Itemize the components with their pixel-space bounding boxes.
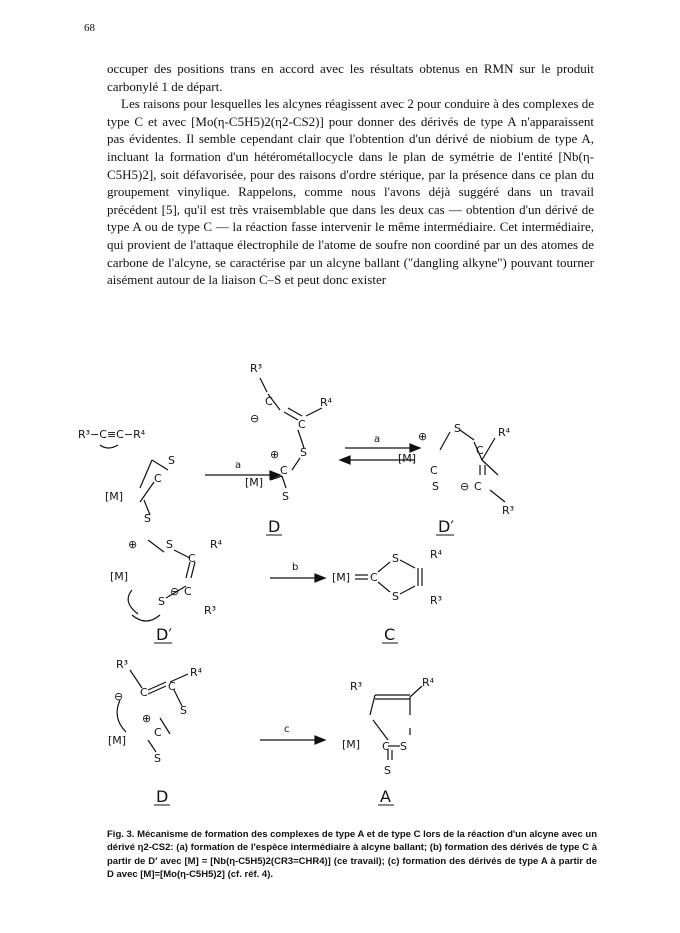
- caption-text: Fig. 3. Mécanisme de formation des complexes de type A et de type C lors de la réaction d'un alcyne avec un dérivé η2-CS2: (a) formation de l'espèce intermédiaire à alcyne ballant; (b) formation des dérivés de type C à partir de D′ avec [M] = [Nb(η-C5H5)2(CR3=CHR4)] (ce travail); (c) formation des dérivés de type A à partir de D avec [M]=[Mo(η-C5H5)2] (cf. réf. 4).: [107, 829, 597, 881]
- arrow-label-a: a: [374, 434, 381, 445]
- atom-c: C: [140, 686, 148, 699]
- r3-label: R³: [116, 658, 129, 671]
- atom-s: S: [158, 595, 165, 608]
- atom-c: C: [188, 552, 196, 565]
- atom-c: C: [382, 740, 390, 753]
- atom-c: C: [265, 395, 273, 408]
- charge-minus: ⊖: [460, 480, 470, 493]
- atom-c: C: [476, 444, 484, 457]
- r3-label: R³: [250, 362, 263, 375]
- arrow-label-b: b: [292, 562, 299, 573]
- r3-label: R³: [502, 504, 515, 517]
- atom-c: C: [154, 726, 162, 739]
- atom-s: S: [454, 422, 461, 435]
- compound-label-d: D: [268, 517, 281, 536]
- figure-caption: [107, 828, 597, 882]
- atom-c: C: [280, 464, 288, 477]
- metal-label: [M]: [108, 734, 127, 747]
- metal-label: [M]: [110, 570, 129, 583]
- arrow-label-a: a: [235, 460, 242, 471]
- charge-minus: ⊖: [114, 690, 124, 703]
- r3-label: R³: [204, 604, 217, 617]
- r4-label: R⁴: [430, 548, 443, 561]
- atom-s: S: [154, 752, 161, 765]
- arrow-label-c: c: [284, 724, 290, 735]
- paragraph-continuation: occuper des positions trans en accord avec les résultats obtenus en RMN sur le produit carbonylé 1 de départ.: [107, 61, 594, 94]
- charge-plus: ⊕: [128, 538, 138, 551]
- atom-s: S: [300, 446, 307, 459]
- charge-plus: ⊕: [270, 448, 280, 461]
- charge-minus: ⊖: [250, 412, 260, 425]
- metal-label: [M]: [342, 738, 361, 751]
- paragraph-main: Les raisons pour lesquelles les alcynes réagissent avec 2 pour conduire à des complexes de type C et avec [Mo(η-C5H5)2(η2-CS2)] pour donner des dérivés de type A n'apparaissent pas évidentes. Il semble cependant clair que l'obtention d'un dérivé de niobium de type A, incluant la formation d'un hétérométallocycle dans le plan de symétrie de l'entité [Nb(η-C5H5)2], soit défavorisée, pour des raisons d'ordre stérique, par la présence dans ce plan du groupement vinylique. Rappelons, comme nous l'avons déjà suggéré dans un travail précédent [5], qu'il est très vraisemblable que dans les deux cas — obtention d'un dérivé de type A ou de type C — la réaction fasse intervenir le même intermédiaire. Cet intermédiaire, qui provient de l'attaque électrophile de l'atome de soufre non coordiné par un des atomes de carbone de l'alcyne, se caractérise par un alcyne ballant ("dangling alkyne") pouvant tourner aisément autour de la liaison C–S et peut donc exister: [107, 96, 594, 288]
- charge-plus: ⊕: [142, 712, 152, 725]
- compound-label-d-prime: D′: [156, 625, 172, 644]
- metal-label: [M]: [398, 452, 417, 465]
- atom-s: S: [392, 552, 399, 565]
- metal-label: [M]: [245, 476, 264, 489]
- atom-s: S: [166, 538, 173, 551]
- reaction-scheme: [70, 350, 630, 815]
- atom-s: S: [432, 480, 439, 493]
- compound-label-d-prime: D′: [438, 517, 454, 536]
- atom-c: C: [154, 472, 162, 485]
- atom-c: C: [184, 585, 192, 598]
- body-text: [107, 60, 594, 289]
- r4-label: R⁴: [190, 666, 203, 679]
- atom-s: S: [180, 704, 187, 717]
- compound-label-a: A: [380, 787, 391, 806]
- atom-c: C: [370, 571, 378, 584]
- alkyne-label: R³−C≡C−R⁴: [78, 428, 146, 441]
- r4-label: R⁴: [210, 538, 223, 551]
- metal-label: [M]: [332, 571, 351, 584]
- atom-c: C: [168, 680, 176, 693]
- atom-s: S: [384, 764, 391, 777]
- charge-plus: ⊕: [418, 430, 428, 443]
- atom-s: S: [168, 454, 175, 467]
- r4-label: R⁴: [320, 396, 333, 409]
- r3-label: R³: [430, 594, 443, 607]
- atom-s: S: [400, 740, 407, 753]
- atom-s: S: [392, 590, 399, 603]
- atom-s: S: [282, 490, 289, 503]
- r4-label: R⁴: [422, 676, 435, 689]
- compound-label-d: D: [156, 787, 169, 806]
- charge-minus: ⊖: [170, 585, 180, 598]
- atom-s: S: [144, 512, 151, 525]
- atom-c: C: [430, 464, 438, 477]
- r4-label: R⁴: [498, 426, 511, 439]
- compound-label-c: C: [384, 625, 396, 644]
- r3-label: R³: [350, 680, 363, 693]
- atom-c: C: [474, 480, 482, 493]
- metal-label: [M]: [105, 490, 124, 503]
- page-number: 68: [84, 22, 95, 34]
- atom-c: C: [298, 418, 306, 431]
